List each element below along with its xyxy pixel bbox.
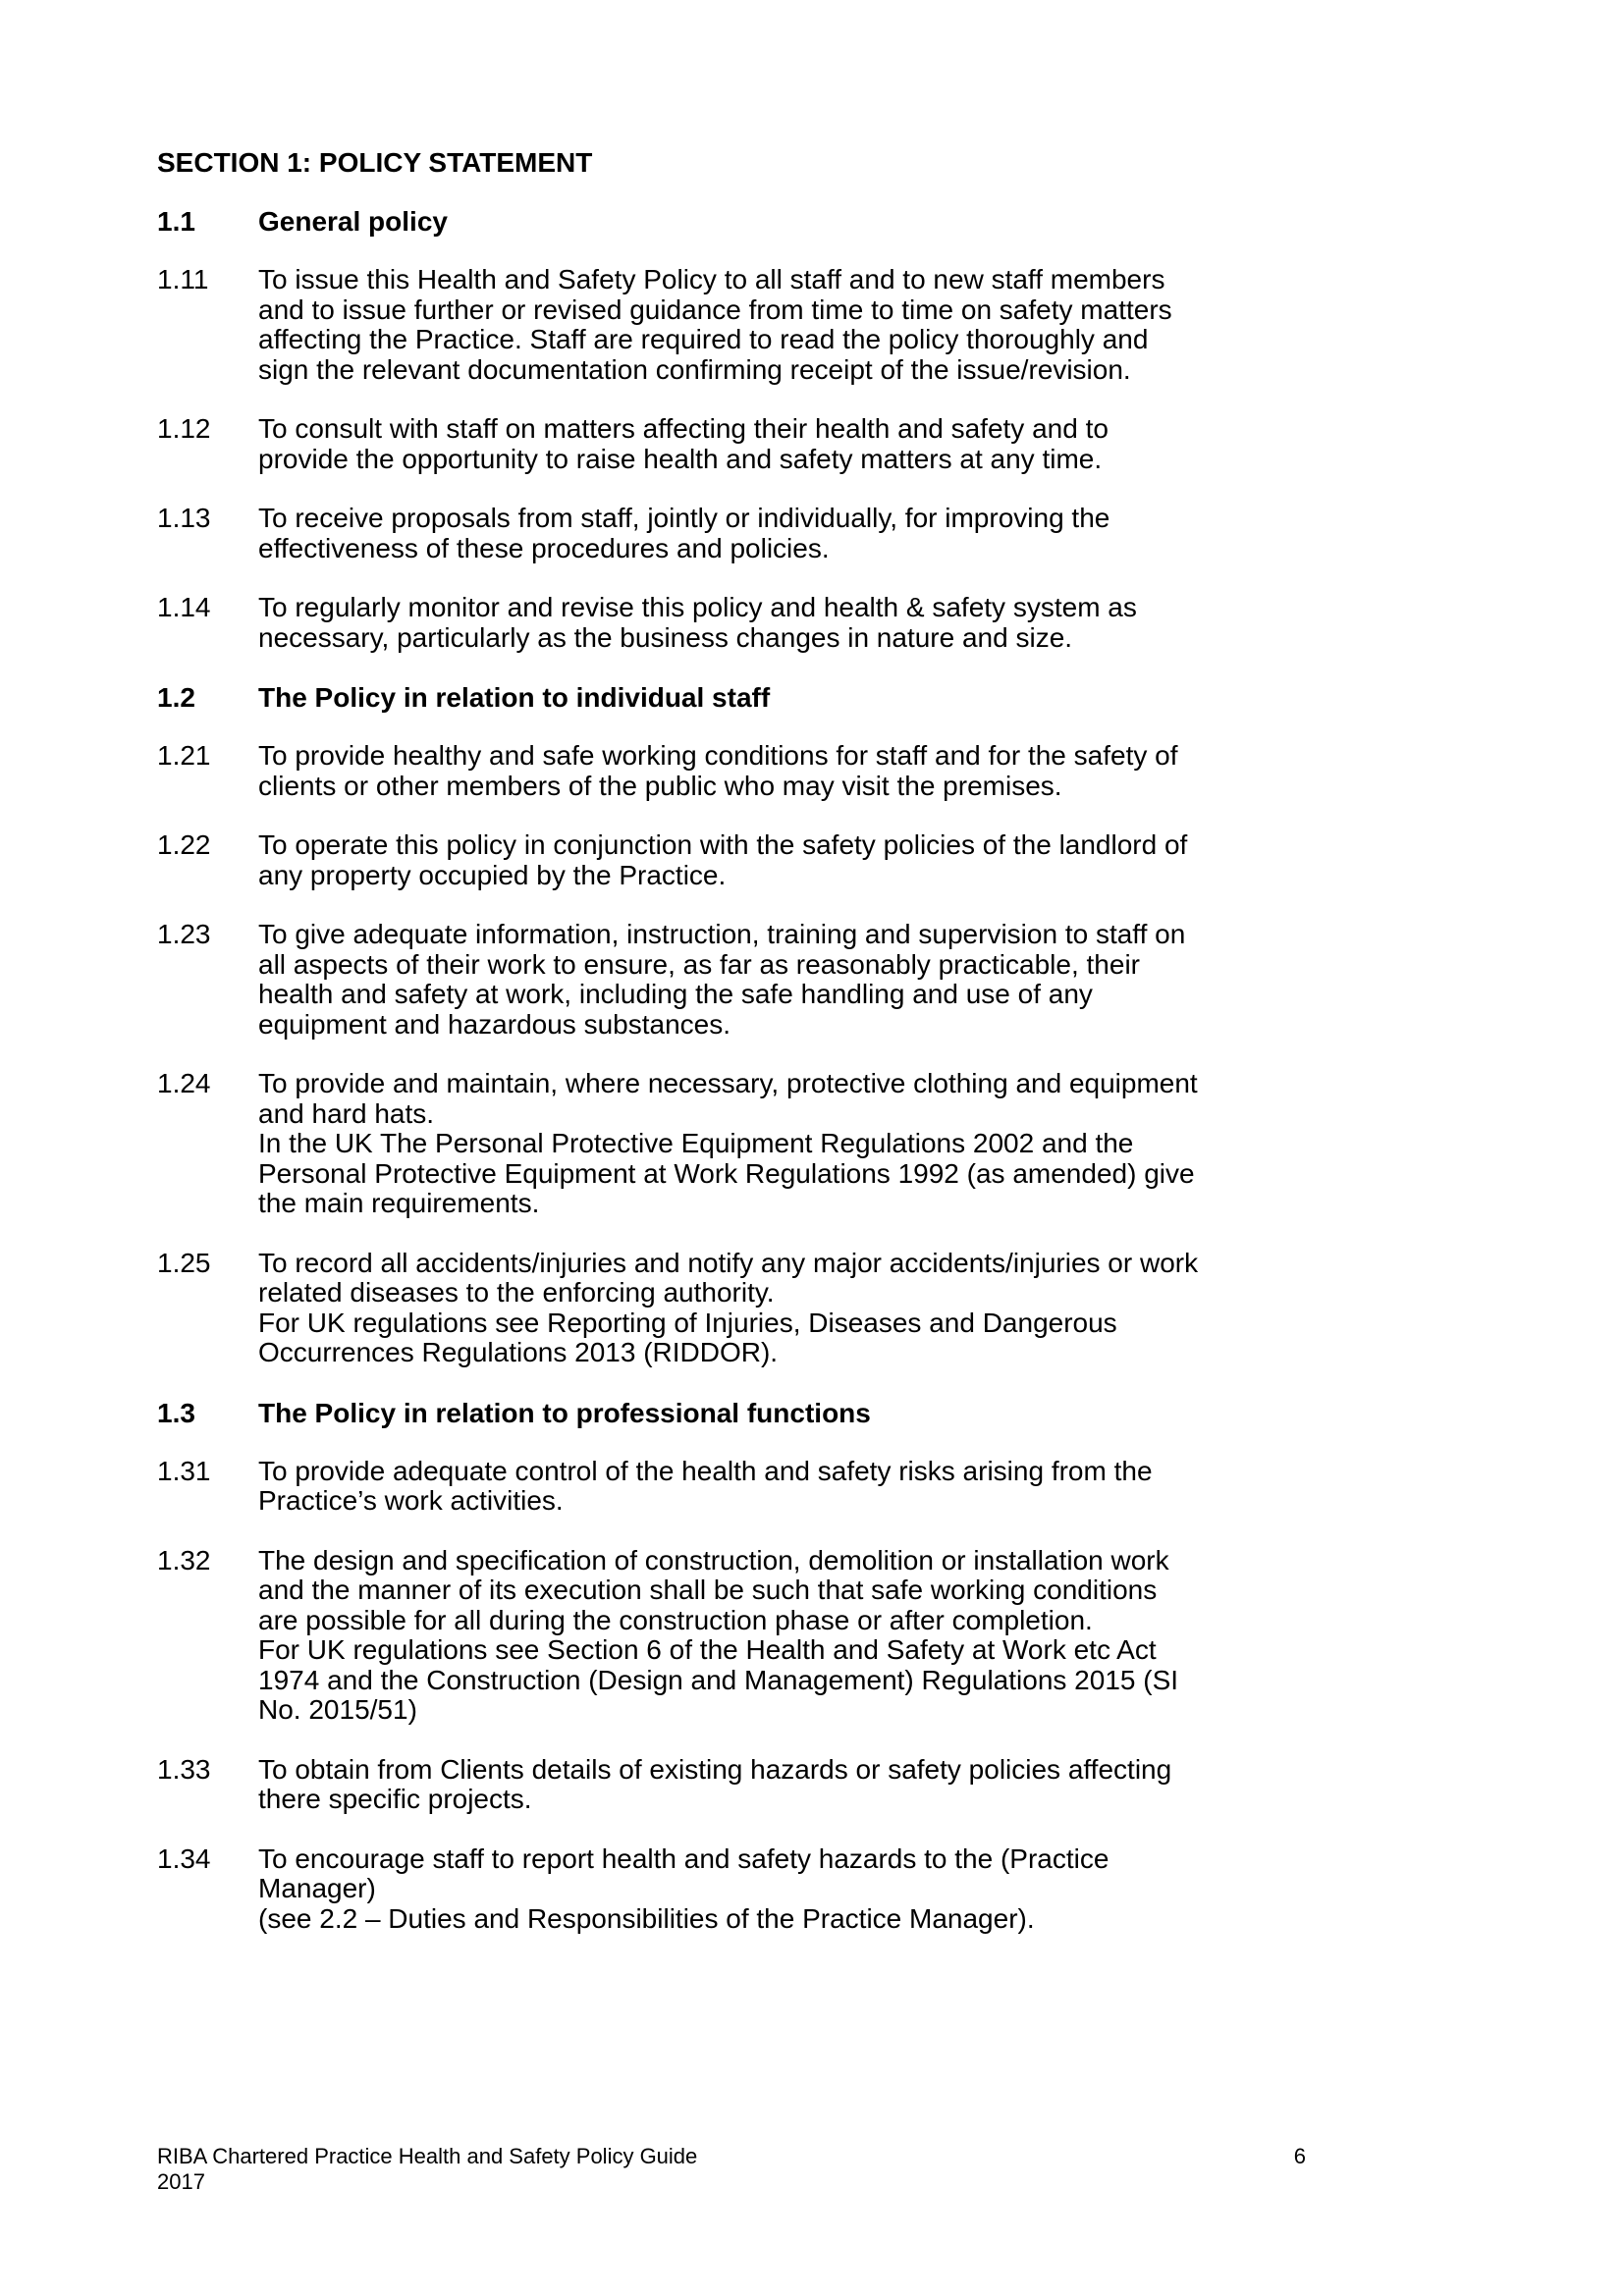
policy-item-line: To provide and maintain, where necessary, protective clothing and equipment	[258, 1068, 1198, 1098]
policy-item-number: 1.32	[157, 1544, 211, 1575]
policy-item-line: 1974 and the Construction (Design and Management) Regulations 2015 (SI	[258, 1664, 1179, 1695]
subsection-heading	[157, 682, 1316, 714]
policy-item-line: Practice’s work activities.	[258, 1485, 564, 1516]
page-number: 6	[1293, 2144, 1306, 2168]
page-footer	[157, 2144, 1316, 2195]
policy-item-line: To provide healthy and safe working conditions for staff and for the safety of	[258, 740, 1178, 771]
policy-item-line: To consult with staff on matters affecting their health and safety and to	[258, 413, 1109, 444]
policy-item-line: health and safety at work, including the safe handling and use of any	[258, 979, 1093, 1009]
policy-item-line: To provide adequate control of the health and safety risks arising from the	[258, 1455, 1153, 1486]
policy-item-number: 1.12	[157, 413, 211, 444]
policy-item-line: and to issue further or revised guidance from time to time on safety matters	[258, 294, 1172, 325]
policy-item-text	[258, 1457, 1316, 1517]
policy-item-number: 1.14	[157, 592, 211, 622]
policy-item-line: effectiveness of these procedures and policies.	[258, 532, 830, 563]
policy-item-number: 1.34	[157, 1842, 211, 1874]
policy-item	[157, 1457, 1316, 1517]
policy-item-line: For UK regulations see Section 6 of the Health and Safety at Work etc Act	[258, 1634, 1157, 1665]
policy-item-line: all aspects of their work to ensure, as far as reasonably practicable, their	[258, 948, 1140, 980]
policy-item-line: Personal Protective Equipment at Work Regulations 1992 (as amended) give	[258, 1157, 1195, 1189]
subsection-number: 1.2	[157, 682, 195, 713]
policy-item-line: To operate this policy in conjunction with the safety policies of the landlord of	[258, 829, 1188, 860]
policy-item-line: affecting the Practice. Staff are required to read the policy thoroughly and	[258, 324, 1149, 354]
policy-item-line: sign the relevant documentation confirming receipt of the issue/revision.	[258, 353, 1131, 385]
subsection-title: The Policy in relation to individual staff	[258, 682, 771, 713]
policy-item-text	[258, 741, 1316, 801]
section-title: SECTION 1: POLICY STATEMENT	[157, 147, 593, 178]
policy-item-number: 1.13	[157, 503, 211, 533]
subsection-title: General policy	[258, 206, 448, 237]
policy-item-line: and hard hats.	[258, 1097, 435, 1129]
policy-item-text	[258, 414, 1316, 474]
policy-item-line: To receive proposals from staff, jointly or individually, for improving the	[258, 503, 1110, 533]
policy-item-line: To give adequate information, instruction, training and supervision to staff on	[258, 919, 1186, 949]
policy-item-text	[258, 265, 1316, 385]
policy-item-line: In the UK The Personal Protective Equipment Regulations 2002 and the	[258, 1128, 1134, 1158]
footer-document-title: RIBA Chartered Practice Health and Safety Policy Guide	[157, 2144, 698, 2168]
policy-item-text	[258, 830, 1316, 890]
policy-item	[157, 1844, 1316, 1935]
policy-item-line: provide the opportunity to raise health and safety matters at any time.	[258, 443, 1103, 474]
policy-item-line: there specific projects.	[258, 1784, 532, 1814]
policy-item	[157, 1249, 1316, 1368]
subsection-heading	[157, 1398, 1316, 1429]
policy-item-text	[258, 1069, 1316, 1219]
policy-item-text	[258, 920, 1316, 1040]
policy-item-text	[258, 504, 1316, 563]
policy-item-line: The design and specification of construction, demolition or installation work	[258, 1544, 1169, 1575]
policy-item-text	[258, 1844, 1316, 1935]
policy-item-number: 1.23	[157, 919, 211, 949]
policy-item-text	[258, 1546, 1316, 1726]
footer-year: 2017	[157, 2169, 205, 2194]
policy-item-line: (see 2.2 – Duties and Responsibilities of the Practice Manager).	[258, 1902, 1035, 1934]
policy-item-line: No. 2015/51)	[258, 1694, 417, 1725]
policy-item	[157, 1546, 1316, 1726]
policy-item-line: equipment and hazardous substances.	[258, 1008, 730, 1040]
policy-item	[157, 504, 1316, 563]
policy-item-number: 1.21	[157, 740, 211, 771]
policy-item-number: 1.31	[157, 1455, 211, 1486]
policy-item	[157, 920, 1316, 1040]
policy-item-number: 1.22	[157, 829, 211, 860]
policy-item-line: Occurrences Regulations 2013 (RIDDOR).	[258, 1337, 779, 1367]
policy-item-line: related diseases to the enforcing authority.	[258, 1277, 775, 1308]
policy-item	[157, 1755, 1316, 1815]
policy-item	[157, 741, 1316, 801]
policy-item-line: To issue this Health and Safety Policy to all staff and to new staff members	[258, 264, 1165, 294]
subsection-number: 1.3	[157, 1397, 195, 1428]
subsection-heading	[157, 206, 1316, 238]
policy-item-number: 1.25	[157, 1247, 211, 1278]
policy-item-line: To record all accidents/injuries and notify any major accidents/injuries or work	[258, 1247, 1199, 1278]
document-page-content	[157, 147, 1316, 1963]
policy-item-line: To encourage staff to report health and safety hazards to the (Practice	[258, 1842, 1109, 1874]
policy-item-text	[258, 1755, 1316, 1815]
policy-item-line: and the manner of its execution shall be such that safe working conditions	[258, 1575, 1158, 1605]
subsection-number: 1.1	[157, 206, 195, 237]
policy-item-line: For UK regulations see Reporting of Injuries, Diseases and Dangerous	[258, 1307, 1117, 1338]
policy-item-text	[258, 1249, 1316, 1368]
policy-item-line: To regularly monitor and revise this policy and health & safety system as	[258, 592, 1137, 622]
policy-item-line: clients or other members of the public who may visit the premises.	[258, 770, 1062, 801]
policy-item-line: any property occupied by the Practice.	[258, 859, 727, 890]
policy-item-text	[258, 593, 1316, 653]
policy-item	[157, 414, 1316, 474]
subsection-title: The Policy in relation to professional functions	[258, 1397, 871, 1428]
policy-item	[157, 830, 1316, 890]
policy-item-number: 1.11	[157, 264, 209, 294]
policy-item-line: necessary, particularly as the business changes in nature and size.	[258, 621, 1073, 653]
policy-item-line: are possible for all during the construction phase or after completion.	[258, 1604, 1093, 1635]
policy-item	[157, 265, 1316, 385]
policy-item-line: To obtain from Clients details of existing hazards or safety policies affecting	[258, 1753, 1172, 1785]
policy-item-line: Manager)	[258, 1873, 376, 1903]
policy-item	[157, 1069, 1316, 1219]
policy-item-line: the main requirements.	[258, 1188, 540, 1218]
policy-item	[157, 593, 1316, 653]
policy-item-number: 1.33	[157, 1753, 211, 1785]
policy-sections	[157, 206, 1316, 1934]
policy-item-number: 1.24	[157, 1068, 211, 1098]
